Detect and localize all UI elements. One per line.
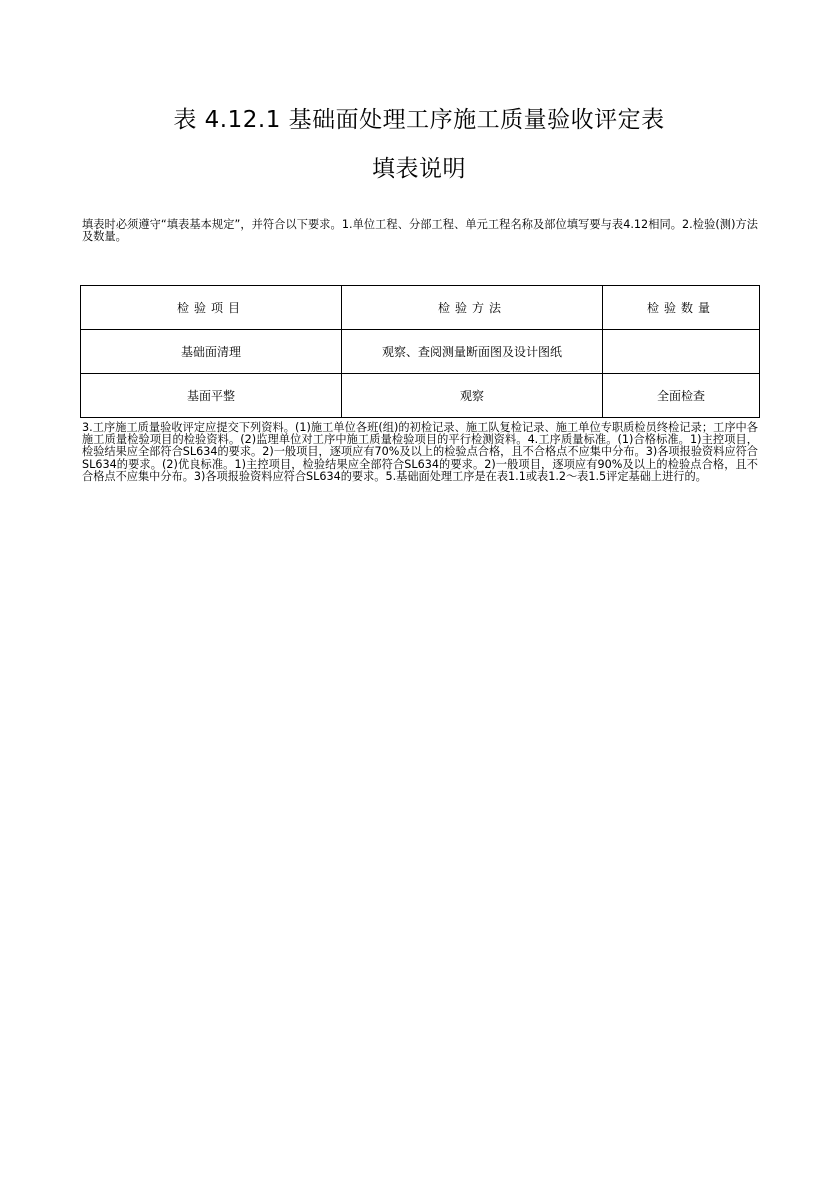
cell-method: 观察、查阅测量断面图及设计图纸	[342, 330, 603, 374]
cell-quantity: 全面检查	[603, 374, 760, 418]
inspection-table	[80, 285, 760, 418]
table-row	[81, 330, 760, 374]
page-subtitle: 填表说明	[372, 156, 466, 182]
cell-quantity	[603, 330, 760, 374]
page-title: 表 4.12.1 基础面处理工序施工质量验收评定表	[173, 107, 665, 133]
cell-item: 基面平整	[81, 374, 342, 418]
table-header-row	[81, 286, 760, 330]
table-row	[81, 374, 760, 418]
cell-item: 基础面清理	[81, 330, 342, 374]
footer-paragraph: 3.工序施工质量验收评定应提交下列资料。(1)施工单位各班(组)的初检记录、施工队复检记录、施工单位专职质检员终检记录；工序中各施工质量检验项目的检验资料。(2)监理单位对工序中施工质量检验项目的平行检测资料。4.工序质量标准。(1)合格标准。1)主控项目，检验结果应全部符合SL634的要求。2)一般项目，逐项应有70%及以上的检验点合格，且不合格点不应集中分布。3)各项报验资料应符合SL634的要求。(2)优良标准。1)主控项目，检验结果应全部符合SL634的要求。2)一般项目，逐项应有90%及以上的检验点合格，且不合格点不应集中分布。3)各项报验资料应符合SL634的要求。5.基础面处理工序是在表1.1或表1.2～表1.5评定基础上进行的。	[82, 421, 758, 483]
intro-paragraph: 填表时必须遵守“填表基本规定”，并符合以下要求。1.单位工程、分部工程、单元工程名称及部位填写要与表4.12相同。2.检验(测)方法及数量。	[82, 218, 758, 244]
cell-method: 观察	[342, 374, 603, 418]
header-inspection-quantity: 检验数量	[603, 286, 760, 330]
header-inspection-item: 检验项目	[81, 286, 342, 330]
header-inspection-method: 检验方法	[342, 286, 603, 330]
